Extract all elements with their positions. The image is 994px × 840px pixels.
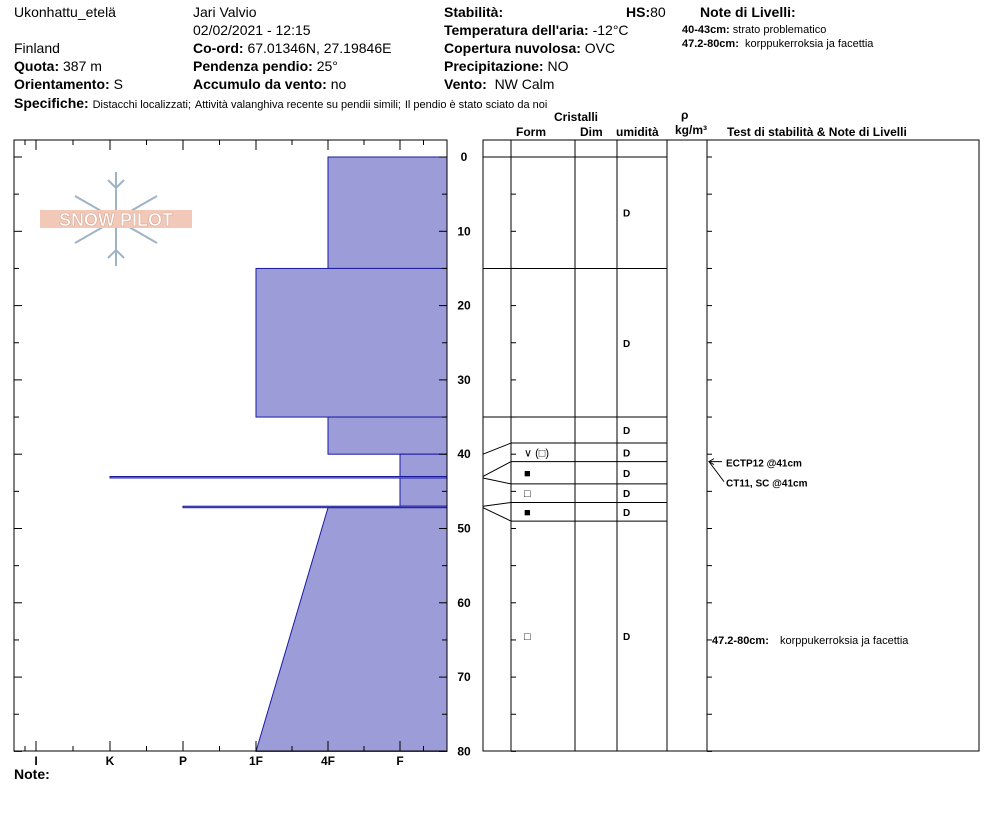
hardness-layer-5 [400, 478, 447, 506]
precip-value: NO [547, 58, 569, 74]
quota-value: 387 m [63, 58, 102, 74]
stability-test-0: ECTP12 @41cm [726, 458, 802, 470]
depth-label-60: 60 [457, 595, 471, 610]
air-temp-label: Temperatura dell'aria: [444, 22, 589, 38]
hardness-label-K: K [105, 754, 115, 768]
depth-label-50: 50 [457, 521, 471, 536]
depth-label-0: 0 [460, 150, 468, 164]
datetime: 02/02/2021 - 12:15 [193, 22, 311, 38]
coord-value: 67.01346N, 27.19846E [247, 40, 392, 56]
layer-table-frame [483, 140, 979, 751]
layer-moisture-1: D [623, 338, 631, 350]
snowflake-logo [40, 172, 192, 266]
stability-label: Stabilità: [444, 4, 504, 20]
col-rho: ρ [681, 108, 689, 122]
hardness-layer-2 [328, 417, 447, 454]
slope-label: Pendenza pendio: [193, 58, 313, 74]
depth-label-20: 20 [457, 298, 471, 313]
hardness-label-F: F [396, 754, 404, 768]
hs-value: 80 [650, 4, 666, 20]
depth-label-40: 40 [457, 447, 471, 462]
orientation-label: Orientamento: [14, 76, 110, 92]
coord-label: Co-ord: [193, 40, 244, 56]
hardness-layer-1 [256, 268, 447, 417]
specifics-item-1: Distacchi localizzati; [92, 99, 192, 111]
hs-label: HS: [626, 4, 651, 20]
wind-label: Vento: [444, 76, 487, 92]
layer-moisture-7: D [623, 632, 631, 644]
col-cristalli: Cristalli [554, 110, 599, 124]
hardness-label-I: I [34, 754, 38, 768]
depth-label-70: 70 [457, 670, 471, 685]
layer-moisture-3: D [623, 448, 631, 460]
col-umidita: umidità [616, 125, 659, 139]
layer-form-4: ■ [524, 467, 531, 480]
wind-load-label: Accumulo da vento: [193, 76, 327, 92]
layer-note-2-text: korppukerroksia ja facettia [745, 38, 874, 50]
layer-connector-3 [483, 443, 511, 454]
country: Finland [14, 40, 60, 56]
location: Ukonhattu_etelä [14, 4, 116, 20]
col-stability: Test di stabilità & Note di Livelli [727, 125, 907, 139]
layer-form-6: ■ [524, 506, 531, 519]
hardness-label-1F: 1F [248, 754, 264, 768]
layer-note-1-text: strato problematico [732, 24, 827, 36]
layer-connector-6 [483, 502, 511, 506]
layer-connector-4 [483, 462, 511, 477]
specifics-item-2: Attività valanghiva recente su pendii simili; [194, 99, 401, 111]
specifics-item-3: Il pendio è stato sciato da noi [404, 99, 548, 111]
right-note-range: 47.2-80cm: [712, 634, 769, 647]
observer: Jari Valvio [193, 4, 257, 20]
stability-test-1: CT11, SC @41cm [726, 478, 808, 490]
right-note-text: korppukerroksia ja facettia [780, 634, 909, 647]
footer-note-label: Note: [14, 766, 50, 782]
hardness-layer-0 [328, 157, 447, 268]
logo-text: SNOW PILOT [59, 210, 173, 230]
air-temp-value: -12°C [592, 22, 629, 38]
depth-label-80: 80 [457, 744, 471, 759]
layer-note-1-range: 40-43cm: [682, 24, 730, 36]
precip-label: Precipitazione: [444, 58, 544, 74]
hardness-label-4F: 4F [320, 754, 336, 768]
wind-load-value: no [330, 76, 347, 92]
layer-form-3: ∨ (□) [524, 447, 550, 460]
layer-notes-title: Note di Livelli: [700, 4, 796, 20]
test-arrow-line-2 [709, 462, 724, 482]
layer-connector-5 [483, 478, 511, 484]
layer-form-7: □ [524, 631, 531, 644]
cloud-label: Copertura nuvolosa: [444, 40, 581, 56]
depth-label-30: 30 [457, 372, 471, 387]
orientation-value: S [113, 76, 123, 92]
slope-value: 25° [316, 58, 338, 74]
hardness-layer-7 [256, 508, 447, 752]
layer-moisture-2: D [623, 426, 631, 438]
layer-connector-7 [483, 508, 511, 521]
specifics-label: Specifiche: [14, 95, 89, 111]
hardness-label-P: P [178, 754, 188, 768]
col-density-unit: kg/m³ [675, 123, 708, 137]
layer-moisture-0: D [623, 208, 631, 220]
col-form: Form [516, 125, 546, 139]
depth-label-10: 10 [457, 224, 471, 239]
col-dim: Dim [580, 125, 603, 139]
layer-moisture-5: D [623, 489, 631, 501]
layer-form-5: □ [524, 488, 531, 501]
layer-note-2-range: 47.2-80cm: [682, 38, 739, 50]
cloud-value: OVC [584, 40, 616, 56]
hardness-layer-3 [400, 454, 447, 476]
wind-value: NW Calm [494, 76, 555, 92]
quota-label: Quota: [14, 58, 60, 74]
hardness-layer-4 [110, 476, 447, 478]
layer-moisture-4: D [623, 468, 631, 480]
layer-moisture-6: D [623, 507, 631, 519]
